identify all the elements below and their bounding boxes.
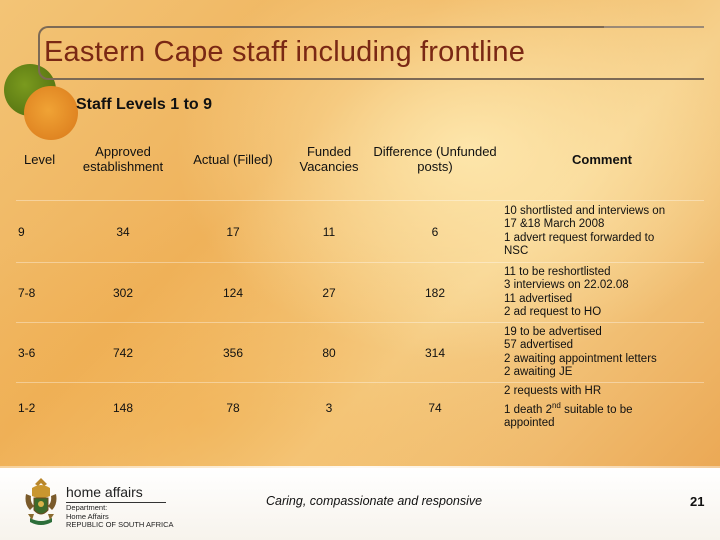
page-number: 21	[690, 494, 705, 509]
coat-of-arms-logo	[20, 474, 62, 530]
comment-line: 17 &18 March 2008	[504, 218, 605, 230]
comment-line: 2 awaiting appointment letters	[504, 352, 657, 365]
comment-line: 19 to be advertised	[504, 325, 602, 338]
header-funded: Funded Vacancies	[299, 144, 359, 174]
cell-actual: 78	[178, 383, 288, 433]
header-comment: Comment	[572, 151, 632, 167]
comment-line: 3 interviews on 22.02.08	[504, 279, 629, 291]
comment-line: 1 advert request forwarded to	[504, 231, 655, 244]
cell-difference: 6	[370, 201, 500, 263]
cell-funded: 80	[288, 323, 370, 383]
logo-subtext-line: Home Affairs	[66, 511, 109, 521]
table-row	[16, 323, 704, 383]
cell-funded: 11	[288, 201, 370, 263]
cell-approved: 302	[68, 263, 178, 323]
cell-level: 9	[16, 201, 68, 263]
comment-line: 57 advertised	[504, 339, 574, 351]
cell-comment	[500, 323, 704, 383]
comment-superscript: nd	[551, 400, 561, 410]
comment-line: 2 requests with HR	[504, 385, 602, 398]
cell-approved: 34	[68, 201, 178, 263]
comment-line: 11 to be reshortlisted	[504, 265, 611, 278]
comment-line: NSC	[504, 245, 529, 257]
footer-tagline: Caring, compassionate and responsive	[266, 494, 483, 508]
cell-funded: 3	[288, 383, 370, 433]
cell-actual: 17	[178, 201, 288, 263]
logo-subtext-line: Department:	[66, 503, 108, 512]
comment-line: 10 shortlisted and interviews on	[504, 204, 666, 217]
staff-table	[16, 118, 704, 433]
header-difference: Difference (Unfunded posts)	[373, 144, 497, 174]
comment-line: 2 ad request to HO	[504, 306, 602, 318]
slide-subtitle: Staff Levels 1 to 9	[76, 96, 213, 113]
cell-approved: 148	[68, 383, 178, 433]
table-row	[16, 263, 704, 323]
comment-text: 1 death 2	[504, 403, 552, 416]
logo-subtext-line: REPUBLIC OF SOUTH AFRICA	[66, 520, 174, 529]
header-level: Level	[24, 151, 56, 167]
comment-line: 2 awaiting JE	[504, 366, 573, 378]
cell-actual: 356	[178, 323, 288, 383]
cell-actual: 124	[178, 263, 288, 323]
cell-funded: 27	[288, 263, 370, 323]
comment-line: 11 advertised	[504, 292, 573, 305]
header-approved: Approved establishment	[82, 144, 164, 174]
cell-approved: 742	[68, 323, 178, 383]
cell-comment	[500, 201, 704, 263]
logo-subtext	[66, 504, 174, 530]
header-actual: Actual (Filled)	[193, 151, 273, 167]
table-row	[16, 201, 704, 263]
cell-comment	[500, 383, 704, 433]
cell-level: 1-2	[16, 383, 68, 433]
cell-difference: 182	[370, 263, 500, 323]
table-row	[16, 383, 704, 433]
cell-level: 3-6	[16, 323, 68, 383]
cell-level: 7-8	[16, 263, 68, 323]
table-header-row	[16, 118, 704, 201]
cell-difference: 314	[370, 323, 500, 383]
slide-title: Eastern Cape staff including frontline	[44, 36, 526, 68]
cell-difference: 74	[370, 383, 500, 433]
comment-line	[504, 399, 703, 417]
logo-text: home affairs	[66, 484, 143, 500]
comment-text: suitable to be	[560, 403, 633, 416]
cell-comment	[500, 263, 704, 323]
comment-line: appointed	[504, 416, 555, 429]
